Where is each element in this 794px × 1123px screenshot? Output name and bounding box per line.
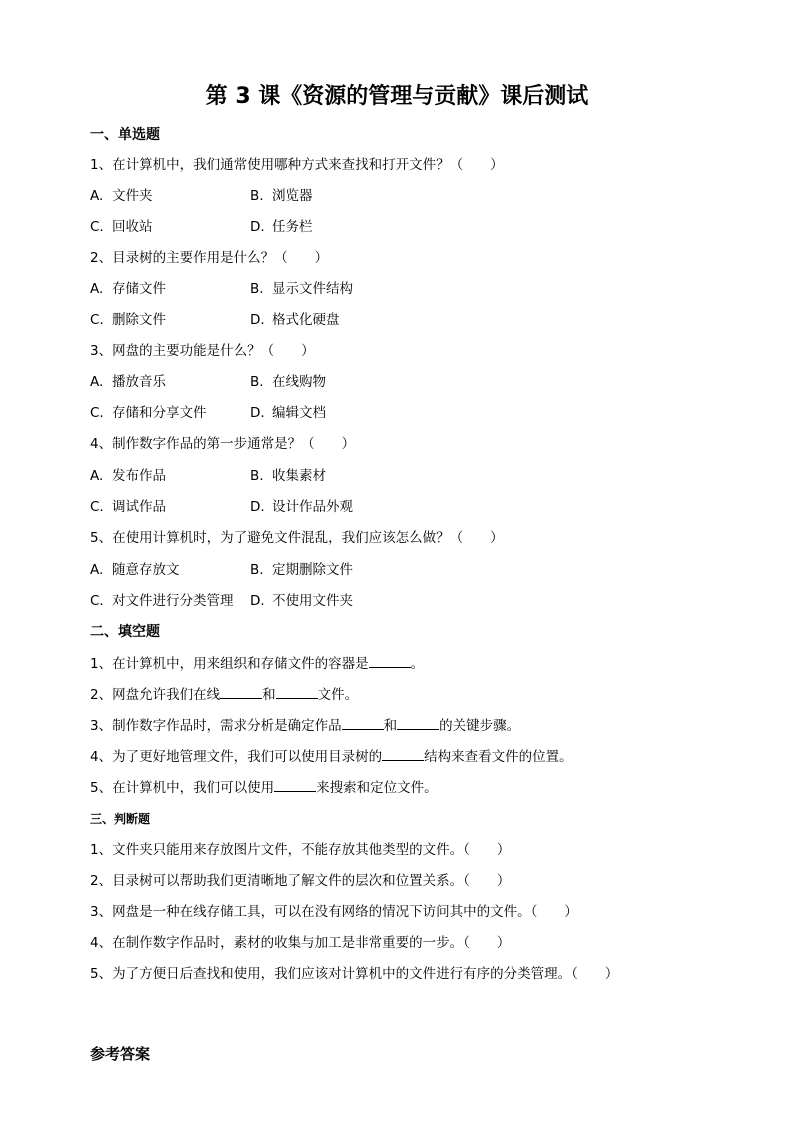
answer-blank (397, 715, 439, 730)
mcq-4-option-b: B. 收集素材 (250, 468, 326, 484)
mcq-2-option-a: A. 存储文件 (90, 281, 166, 297)
mcq-5-option-d: D. 不使用文件夹 (250, 593, 353, 609)
fill-question-5: 5、在计算机中，我们可以使用 来搜索和定位文件。 (90, 777, 438, 798)
mcq-4-option-d: D. 设计作品外观 (250, 499, 353, 515)
section-heading-true-false: 三、判断题 (90, 812, 151, 826)
mcq-2-option-c: C. 删除文件 (90, 312, 166, 328)
mcq-question-3: 3、网盘的主要功能是什么？（ ） (90, 343, 315, 359)
mcq-1-option-d: D. 任务栏 (250, 219, 313, 235)
answer-blank (382, 746, 424, 761)
answer-blank (369, 653, 411, 668)
mcq-5-option-b: B. 定期删除文件 (250, 562, 353, 578)
answer-blank (276, 684, 318, 699)
mcq-question-2: 2、目录树的主要作用是什么？（ ） (90, 250, 329, 266)
tf-question-1: 1、文件夹只能用来存放图片文件，不能存放其他类型的文件。（ ） (90, 842, 511, 858)
mcq-3-option-c: C. 存储和分享文件 (90, 405, 207, 421)
mcq-question-5: 5、在使用计算机时，为了避免文件混乱，我们应该怎么做？（ ） (90, 530, 504, 546)
fill-question-2: 2、网盘允许我们在线 和 文件。 (90, 684, 358, 705)
fill-question-4: 4、为了更好地管理文件，我们可以使用目录树的 结构来查看文件的位置。 (90, 746, 573, 767)
mcq-3-option-a: A. 播放音乐 (90, 374, 166, 390)
fill-question-3: 3、制作数字作品时，需求分析是确定作品 和 的关键步骤。 (90, 715, 520, 736)
mcq-3-option-b: B. 在线购物 (250, 374, 326, 390)
tf-question-2: 2、目录树可以帮助我们更清晰地了解文件的层次和位置关系。（ ） (90, 873, 511, 889)
tf-question-3: 3、网盘是一种在线存储工具，可以在没有网络的情况下访问其中的文件。（ ） (90, 904, 578, 920)
mcq-question-4: 4、制作数字作品的第一步通常是？（ ） (90, 436, 356, 452)
answer-blank (220, 684, 262, 699)
page-title: 第 3 课《资源的管理与贡献》课后测试 (205, 84, 589, 109)
tf-question-4: 4、在制作数字作品时，素材的收集与加工是非常重要的一步。（ ） (90, 935, 511, 951)
section-heading-fill: 二、填空题 (90, 624, 160, 640)
mcq-1-option-c: C. 回收站 (90, 219, 153, 235)
answer-blank (342, 715, 384, 730)
mcq-2-option-b: B. 显示文件结构 (250, 281, 353, 297)
mcq-4-option-c: C. 调试作品 (90, 499, 166, 515)
mcq-2-option-d: D. 格式化硬盘 (250, 312, 340, 328)
mcq-5-option-a: A. 随意存放文 (90, 562, 180, 578)
mcq-4-option-a: A. 发布作品 (90, 468, 166, 484)
mcq-1-option-b: B. 浏览器 (250, 188, 313, 204)
mcq-5-option-c: C. 对文件进行分类管理 (90, 593, 234, 609)
mcq-1-option-a: A. 文件夹 (90, 188, 153, 204)
section-heading-mcq: 一、单选题 (90, 127, 160, 143)
mcq-question-1: 1、在计算机中，我们通常使用哪种方式来查找和打开文件？（ ） (90, 157, 504, 173)
fill-question-1: 1、在计算机中，用来组织和存储文件的容器是 。 (90, 653, 424, 674)
tf-question-5: 5、为了方便日后查找和使用，我们应该对计算机中的文件进行有序的分类管理。（ ） (90, 966, 619, 982)
answer-blank (274, 777, 316, 792)
mcq-3-option-d: D. 编辑文档 (250, 405, 326, 421)
answers-heading: 参考答案 (90, 1045, 151, 1063)
